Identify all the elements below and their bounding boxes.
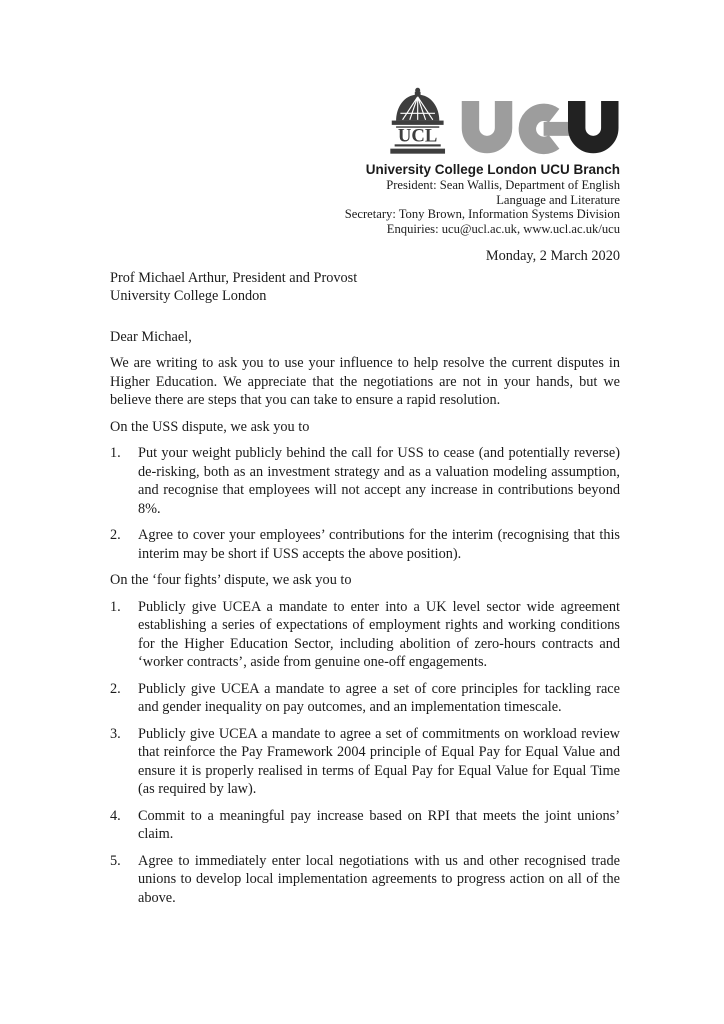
list-item — [110, 526, 620, 563]
letterhead-president-line: President: Sean Wallis, Department of English — [386, 178, 620, 192]
salutation: Dear Michael, — [110, 328, 192, 345]
recipient-organisation: University College London — [110, 288, 267, 305]
letterhead-department-line: Language and Literature — [496, 192, 620, 207]
list-item-text: Agree to immediately enter local negotiations with us and other recognised trade unions to develop local implementation agreements to progress action on all of the above. — [138, 852, 620, 906]
list-item — [110, 852, 620, 908]
list-item — [110, 807, 620, 844]
list-item-text: Commit to a meaningful pay increase based on RPI that meets the joint unions’ claim. — [138, 807, 620, 843]
list-item — [110, 725, 620, 799]
uss-dispute-heading: On the USS dispute, we ask you to — [110, 418, 310, 435]
letterhead-secretary-line: Secretary: Tony Brown, Information Systems Division — [344, 207, 620, 222]
letterhead-enquiries-line: Enquiries: ucu@ucl.ac.uk, www.ucl.ac.uk/ucu — [386, 222, 620, 237]
list-item — [110, 444, 620, 518]
branch-name: University College London UCU Branch — [365, 162, 620, 177]
four-fights-list — [110, 598, 620, 908]
letterhead — [110, 86, 620, 237]
list-item-number: 3. — [110, 725, 121, 742]
list-item-text: Publicly give UCEA a mandate to agree a set of commitments on workload review that reinforce the Pay Framework 2004 principle of Equal Pay for Equal Value and ensure it is properly realised in terms of Equal Pay for Equal Value for Equal Time (as required by law). — [138, 725, 620, 798]
list-item-text: Put your weight publicly behind the call for USS to cease (and potentially reverse) de-risking, both as an investment strategy and as a valuation modeling assumption, and recognise that employees will not accept any increase in contributions beyond 8%. — [138, 445, 620, 517]
recipient-name: Prof Michael Arthur, President and Provost — [110, 269, 358, 286]
four-fights-heading: On the ‘four fights’ dispute, we ask you to — [110, 572, 352, 589]
ucl-logo-text: UCL — [398, 125, 438, 147]
date-line: Monday, 2 March 2020 — [485, 247, 620, 264]
intro-paragraph: We are writing to ask you to use your influence to help resolve the current disputes in Higher Education. We appreciate that the negotiations are not in your hands, but we believe there are steps that you can take to ensure a rapid resolution. — [110, 355, 620, 409]
ucu-wordmark-logo — [460, 101, 620, 155]
list-item-number: 4. — [110, 807, 121, 824]
logo-row — [110, 86, 620, 158]
list-item-number: 5. — [110, 852, 121, 869]
list-item — [110, 598, 620, 672]
list-item-text: Agree to cover your employees’ contributions for the interim (recognising that this interim may be short if USS accepts the above position). — [138, 527, 620, 562]
recipient-block — [110, 269, 620, 306]
list-item-number: 2. — [110, 680, 121, 697]
list-item-number: 1. — [110, 445, 121, 462]
list-item-number: 1. — [110, 598, 121, 615]
ucl-logo-icon — [386, 86, 449, 158]
list-item-text: Publicly give UCEA a mandate to enter into a UK level sector wide agreement establishing a series of expectations of employment rights and working conditions for the Higher Education Sector, including abolition of zero-hours contracts and ‘worker contracts’, aside from genuine one-off engagements. — [138, 598, 620, 671]
list-item — [110, 680, 620, 717]
list-item-number: 2. — [110, 527, 121, 544]
uss-list — [110, 444, 620, 563]
list-item-text: Publicly give UCEA a mandate to agree a set of core principles for tackling race and gender inequality on pay outcomes, and an implementation timescale. — [138, 680, 620, 716]
